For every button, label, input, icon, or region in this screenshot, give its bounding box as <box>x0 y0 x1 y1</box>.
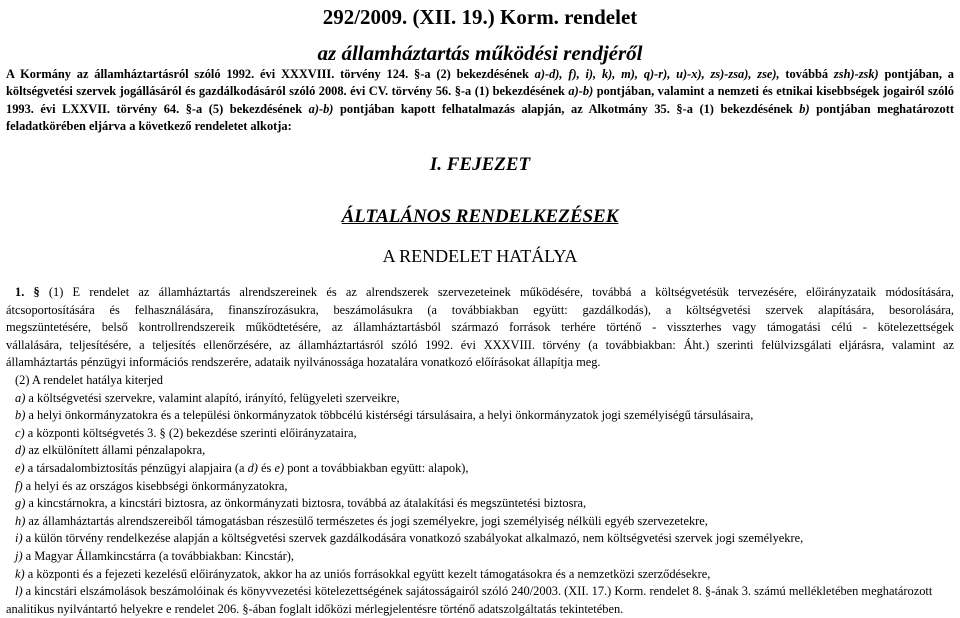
preamble-text: pontjában meghatározott feladatkörében eljárva a következő rendeletet alkotja: <box>6 101 954 134</box>
list-item <box>6 530 954 548</box>
item-letter: l) <box>15 584 23 599</box>
list-item <box>6 407 954 425</box>
regulation-title: 292/2009. (XII. 19.) Korm. rendelet <box>322 5 638 29</box>
item-letter: c) <box>15 425 25 440</box>
item-text: a kincstárnokra, a kincstári biztosra, az önkormányzati biztosra, továbbá az átalakítási és megszüntetési biztosra, <box>25 496 587 511</box>
item-text: a Magyar Államkincstárra (a továbbiakban: Kincstár), <box>22 548 295 563</box>
paragraph-1-line: államháztartás pénzügyi információs rendszerére, adataik nyilvánossága hozatalára vonatkozó előírásokat állapítja meg. <box>6 355 601 370</box>
paragraph-1-line <box>6 284 954 302</box>
paragraph-text: (1) E rendelet az államháztartás alrendszereinek és az alrendszerek szervezeteinek működésére, továbbá a költségvetésük tervezésére, előirányzataik módosítására, <box>39 285 954 299</box>
body-text <box>6 284 954 618</box>
item-text: a helyi önkormányzatokra és a települési önkormányzatok többcélú kistérségi társulásaira, a helyi önkormányzatok jogi személyiségű társulásaira, <box>25 408 754 423</box>
section-title: A RENDELET HATÁLYA <box>382 246 578 266</box>
item-letter: d) <box>247 460 258 475</box>
item-letter: e) <box>274 460 285 475</box>
chapter-heading: I. FEJEZET <box>429 154 531 175</box>
list-item <box>6 478 954 496</box>
paragraph-1-line: megszüntetésére, belső kontrollrendszereik működtetésére, az államháztartásból származó források terhére történő - visszterhes vagy támogatási célú - kötelezettségek <box>6 320 954 335</box>
item-letter: a) <box>15 390 26 405</box>
paragraph-1-line: átcsoportosítására és felhasználására, finanszírozásukra, beszámolásukra (a továbbiakban együtt: gazdálkodás), a költségvetési szervek alapítására, besorolására, <box>6 302 954 317</box>
paragraph-2-intro: (2) A rendelet hatálya kiterjed <box>15 372 163 387</box>
preamble-ref: b) <box>799 101 810 116</box>
list-item <box>6 390 954 408</box>
item-text: a központi költségvetés 3. § (2) bekezdése szerinti előirányzataira, <box>24 425 357 440</box>
preamble-ref: a)-b) <box>308 101 334 116</box>
preamble-ref: a)-b) <box>568 84 594 99</box>
list-item <box>6 548 954 566</box>
item-text: az államháztartás alrendszereiből támogatásban részesülő természetes és jogi személyekre, jogi személyiség nélküli egyéb szervezetekre, <box>25 513 708 528</box>
item-letter: f) <box>15 478 23 493</box>
list-item <box>6 460 954 478</box>
item-text: a költségvetési szervekre, valamint alapító, irányító, felügyeleti szerveikre, <box>25 390 400 405</box>
item-letter: h) <box>15 513 26 528</box>
paragraph-number: 1. § <box>15 285 40 299</box>
item-letter: g) <box>15 496 26 511</box>
list-item-continuation: analitikus nyilvántartó helyekre e rendelet 206. §-ában foglalt időközi mérlegjelentésre történő adatszolgáltatás tekintetében. <box>6 601 624 616</box>
list-item <box>6 425 954 443</box>
list-item <box>6 495 954 513</box>
preamble-text: A Kormány az államháztartásról szóló 1992. évi XXXVIII. törvény 124. §-a (2) bekezdésének <box>6 67 535 81</box>
regulation-subtitle: az államháztartás működési rendjéről <box>317 41 643 65</box>
item-letter: e) <box>15 460 25 475</box>
item-letter: k) <box>15 566 25 581</box>
item-text: a helyi és az országos kisebbségi önkormányzatokra, <box>22 478 288 493</box>
paragraph-1-line: vállalására, teljesítésére, a teljesítés ellenőrzésére, az államháztartásról szóló 1992. évi XXXVIII. törvény (a továbbiakban: Áht.) szerinti felülvizsgálati eljárásra, valamint az <box>6 337 954 352</box>
item-letter: j) <box>15 548 23 563</box>
preamble-text: pontjában, valamint a nemzeti és etnikai kisebbségek jogairól szóló 1993. évi LXXVII. törvény 64. §-a (5) bekezdésének <box>6 84 954 116</box>
item-text: az elkülönített állami pénzalapokra, <box>25 443 206 458</box>
preamble-text: pontjában, a költségvetési szervek jogállásáról és gazdálkodásáról szóló 2008. évi CV. törvény 56. §-a (1) bekezdésének <box>6 67 954 99</box>
item-letter: i) <box>15 531 23 546</box>
item-text: a társadalombiztosítás pénzügyi alapjaira (a <box>24 460 248 475</box>
item-text: a kincstári elszámolások beszámolóinak és könyvvezetési kötelezettségének sajátosságairól szóló 240/2003. (XII. 17.) Korm. rendelet 8. §-ának 3. számú mellékletében meghatározott <box>22 584 933 599</box>
item-letter: b) <box>15 408 26 423</box>
list-item <box>6 583 954 601</box>
item-letter: d) <box>15 443 26 458</box>
chapter-title: ÁLTALÁNOS RENDELKEZÉSEK <box>341 206 619 227</box>
item-text: a központi és a fejezeti kezelésű előirányzatok, akkor ha az uniós forrásokkal együtt kezelt támogatásokra és a nemzetközi szerződésekre, <box>24 566 711 581</box>
preamble-ref: zsh)-zsk) <box>833 67 879 81</box>
item-text: pont a továbbiakban együtt: alapok), <box>284 460 469 475</box>
preamble-text: pontjában kapott felhatalmazás alapján, az Alkotmány 35. §-a (1) bekezdésének <box>333 101 800 116</box>
preamble <box>6 66 954 136</box>
preamble-text: továbbá <box>779 67 834 81</box>
item-text: a külön törvény rendelkezése alapján a költségvetési szervek gazdálkodására vonatkozó szabályokat alkalmazó, nem költségvetési szervek jogi személyekre, <box>22 531 804 546</box>
preamble-ref: a)-d), f), i), k), m), q)-r), u)-x), zs)-zsa), zse), <box>534 67 780 81</box>
list-item <box>6 566 954 584</box>
list-item <box>6 513 954 531</box>
list-item <box>6 442 954 460</box>
item-text: és <box>257 460 275 475</box>
